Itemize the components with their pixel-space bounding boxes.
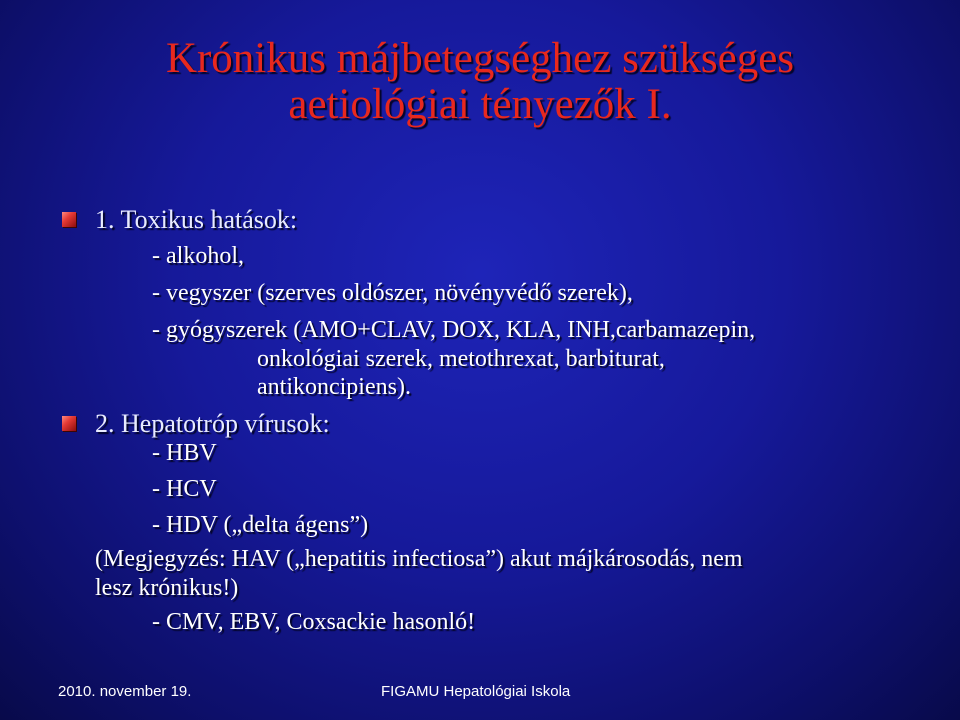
footer-date: 2010. november 19. <box>58 683 192 700</box>
section-heading-viruses: 2. Hepatotróp vírusok: <box>95 409 330 438</box>
title-line-1: Krónikus májbetegséghez szükséges <box>165 35 795 82</box>
list-item: - gyógyszerek (AMO+CLAV, DOX, KLA, INH,carbamazepin, <box>152 317 756 343</box>
list-item: - HBV <box>152 440 217 466</box>
list-item-continuation: onkológiai szerek, metothrexat, barbiturat, <box>257 346 665 372</box>
bullet-icon <box>62 416 76 431</box>
note-text-continuation: lesz krónikus!) <box>95 575 239 601</box>
list-item-continuation: antikoncipiens). <box>257 374 411 400</box>
note-text: (Megjegyzés: HAV („hepatitis infectiosa”) akut májkárosodás, nem <box>95 546 743 572</box>
list-item: - CMV, EBV, Coxsackie hasonló! <box>152 609 476 635</box>
list-item: - HDV („delta ágens”) <box>152 512 369 538</box>
bullet-icon <box>62 212 76 227</box>
section-heading-toxic: 1. Toxikus hatások: <box>95 205 298 234</box>
list-item: - HCV <box>152 476 217 502</box>
footer-school: FIGAMU Hepatológiai Iskola <box>381 683 571 700</box>
list-item: - vegyszer (szerves oldószer, növényvédő szerek), <box>152 280 633 306</box>
list-item: - alkohol, <box>152 243 244 269</box>
title-line-2: aetiológiai tényezők I. <box>288 81 672 128</box>
